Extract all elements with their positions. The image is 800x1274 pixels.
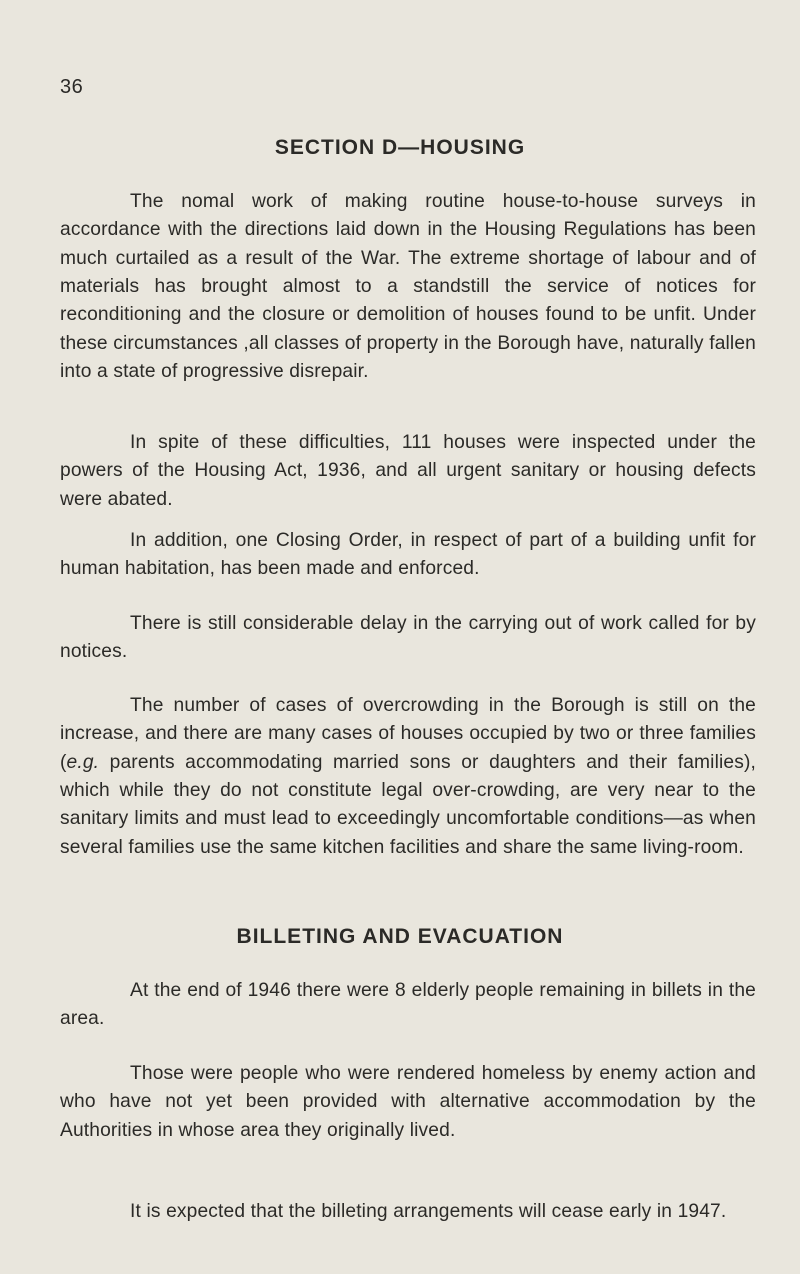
paragraph-closing-order: In addition, one Closing Order, in respect of part of a building unfit for human habitation, has been made and enforced. — [60, 530, 756, 580]
paragraph-billeting-cease: It is expected that the billeting arrangements will cease early in 1947. — [130, 1201, 727, 1223]
section-heading-housing: SECTION D—HOUSING — [274, 136, 526, 159]
paragraph-homeless-people: Those were people who were rendered homeless by enemy action and who have not yet been provided with alternative accommodation by the Authorities in whose area they originally lived. — [60, 1063, 756, 1141]
paragraph-housing-surveys: The nomal work of making routine house-to-house surveys in accordance with the directions laid down in the Housing Regulations has been much curtailed as a result of the War. The extreme shortage of labour and of materials has brought almost to a standstill the service of notices for reconditioning and the closure or demolition of houses found to be unfit. Under these circumstances ,all classes of property in the Borough have, naturally fallen into a state of progressive disrepair. — [60, 191, 756, 382]
page-number: 36 — [60, 76, 84, 98]
section-heading-billeting: BILLETING AND EVACUATION — [236, 925, 564, 948]
overcrowding-text-before: The number of cases of overcrowding in the Borough is still on the increase, and there are many cases of houses occupied by two or three families ( — [60, 695, 756, 773]
paragraph-overcrowding — [60, 692, 756, 862]
paragraph-houses-inspected: In spite of these difficulties, 111 houses were inspected under the powers of the Housing Act, 1936, and all urgent sanitary or housing defects were abated. — [60, 432, 756, 510]
paragraph-elderly-in-billets: At the end of 1946 there were 8 elderly people remaining in billets in the area. — [60, 980, 756, 1030]
paragraph-notices-delay: There is still considerable delay in the carrying out of work called for by notices. — [60, 613, 756, 663]
overcrowding-text-after: parents accommodating married sons or daughters and their families), which while they do not constitute legal over-crowding, are very near to the sanitary limits and must lead to exceedingly uncomfortable conditions—as when several families use the same kitchen facilities and share the same living-room. — [60, 751, 756, 858]
overcrowding-text-italic: e.g. — [66, 751, 100, 773]
